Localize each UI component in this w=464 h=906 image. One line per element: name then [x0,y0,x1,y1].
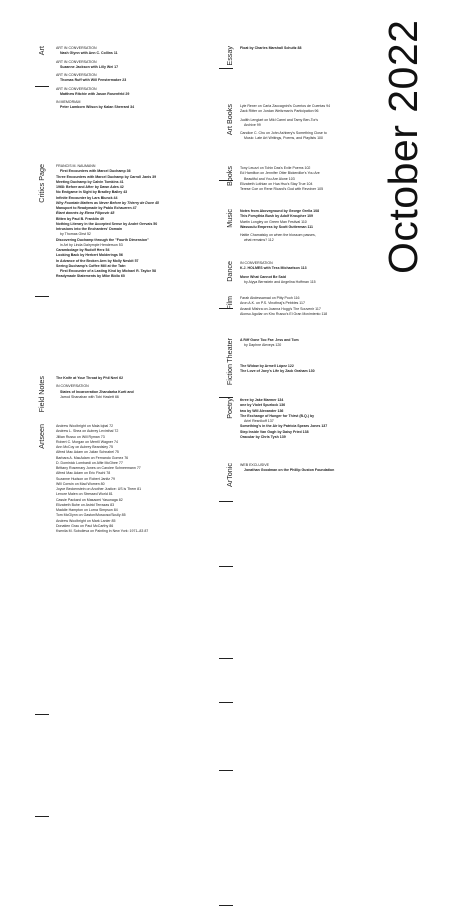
section-dance [225,261,378,285]
list-item: Jillian Russo on Will Ryman 73 [56,434,105,439]
list-item: Intrusions into the Enchanters' Domain [56,227,123,231]
list-item: The Love of Joey's Life by Zack Graham 130 [240,369,315,374]
list-item: WEB EXCLUSIVE [240,463,269,467]
list-item: Andrew Woolbright on Mark Lanier 85 [56,518,116,523]
section-label: Art Books [225,104,234,136]
list-item: Maddie Hampton on Lorna Simpson 84 [56,508,118,512]
list-item: Donatien Grau on Paul McCarthy 86 [56,523,114,528]
section-label: Fiction [225,364,234,386]
list-item: Cassie Packard on Masaomi Yasunaga 82 [56,497,123,502]
list-item: Jarrod Shanahan with Tobi Haslett 66 [60,394,119,399]
section-film [225,296,378,317]
list-item: ART IN CONVERSATION [56,73,97,77]
list-item: Suzanne Hudson on Robert Janitz 79 [56,476,115,481]
list-item: Thomas Ruff with Will Fenstermaker 23 [60,78,127,83]
list-item: Alonso Aguilar on Kiro Russo's El Gran Movimiento 118 [240,311,328,316]
section-divider [219,566,233,567]
list-item: This Forsythia Bush by Adolf Kroupher 109 [240,214,313,219]
list-item: Anandi Mishra on Joanna Hogg's The Souvenir 117 [240,306,321,311]
section-label: Essay [225,46,234,66]
list-item: Andrew Woolbright on Mala Iqbal 72 [56,424,114,428]
section-label: Field Notes [37,376,46,413]
section-theater [225,338,378,363]
list-item: Étant donnés by Elena Filipovic 48 [56,211,115,216]
section-entries [240,338,378,349]
section-divider [35,816,49,817]
list-item: by Daphne Alexeys 120 [244,343,282,348]
list-item: ART IN CONVERSATION [56,59,97,64]
section-entries [56,424,211,534]
list-item: Looking Back by Herbert Molderings 56 [56,253,123,258]
list-item: in Art by Linda Dalrymple Henderson 53 [60,242,123,247]
list-item: A Riff Gone Too Far: Jess and Tom [240,338,299,342]
list-item: FRANCIS M. NAUMANN [56,164,96,168]
list-item: Lyle Rexer on Carla Zaccagnini's Cuentos de Cuentas 94 [240,104,331,108]
section-label: ArTonic [225,463,234,487]
list-item: States of Incarceration Zhandarka Kurti and [60,389,134,394]
list-item: ART IN CONVERSATION [56,86,97,91]
list-item: Float by Charles Marshall Schultz 88 [240,46,302,50]
list-item: Notes from Aboveground by George Grella 108 [240,209,320,213]
section-label: Books [225,166,234,186]
list-item: The Knife at Your Throat by Phil Neel 62 [56,376,124,380]
list-item: Bitten by Paul B. Franklin 49 [56,216,104,221]
list-item: Farah Abdessamad on Pitty Pooh 116 [240,296,300,300]
list-item: by Aiyya Bernstein and Angelina Hoffman 115 [244,279,316,284]
section-entries [240,209,378,244]
list-item: The Widow by Armell López 122 [240,364,294,368]
issue-title: October 2022 [380,19,426,274]
section-entries [240,398,378,440]
issue-title-area [380,19,426,544]
list-item: Aron A.K. on P.S. Vinothraj's Pebbles 117 [240,301,305,306]
list-item: K.J. HOLMES with Tess Michaelson 113 [240,266,307,271]
section-art-books [225,104,378,142]
section-label: Artseen [37,424,46,449]
section-music [225,209,378,244]
list-item: Manuport to Readymade by Pablo Echaurren 47 [56,206,137,210]
section-entries [240,296,378,317]
section-divider [35,714,49,715]
list-item: First Encounters with Marcel Duchamp 36 [60,169,131,174]
list-item: Something's in the Air by Patricia Spears Jones 137 [240,424,328,429]
list-item: Kseniia M. Sobolieva on Painting in New York: 1971–83 87 [56,529,149,533]
section-entries [56,46,211,111]
section-field-notes [37,376,211,413]
list-item: three by Jake Marmer 134 [240,398,284,402]
list-item: Wassoulu Empress by Scott Gutterman 111 [240,224,313,229]
list-item: Hattie Chamatsky on when the blossom passes, [240,233,316,237]
section-entries [240,46,378,51]
list-item: In Advance of the Broken Arm by Molly Nesbit 57 [56,258,139,263]
section-label: Critics Page [37,164,46,203]
section-artseen [37,424,211,534]
section-divider [35,296,49,297]
list-item: Joyce Beckenstein on Another Justice: US is Them 81 [56,487,142,491]
list-item: IN CONVERSATION [56,384,89,389]
section-entries [56,164,211,280]
section-divider [219,501,233,502]
section-art [37,46,211,111]
list-item: Music: Late Art Writings, Poems, and Playlists 100 [244,136,323,141]
list-item: Zack Ritter on Jordan Weitzman's Participation 96 [240,109,319,114]
section-critics-page [37,164,211,280]
list-item: Brittany Rosemary Jones on Carolee Schneemann 77 [56,466,141,470]
section-entries [240,463,378,474]
list-item: Will Corwin on Mad Women 80 [56,481,105,486]
list-item: Alfred Mac Adam on Julian Schnabel 75 [56,450,119,455]
section-label: Poetry [225,398,234,419]
list-item: Lenore Malen on Stressed World 81 [56,492,113,497]
list-item: Archive 99 [244,122,261,127]
section-poetry [225,398,378,440]
section-entries [240,364,378,375]
section-entries [56,376,211,400]
list-item: Nothing Literary in the Accepted Sense by André Gervais 50 [56,221,158,226]
list-item: Meeting Duchamp by Calvin Tomkins 41 [56,179,124,184]
list-item: Robert C. Morgan on Merrill Wagner 74 [56,439,118,444]
section-label: Music [225,209,234,228]
list-item: ART IN CONVERSATION [56,46,97,50]
list-item: Three Encounters with Marcel Duchamp by Carroll Janis 39 [56,174,157,179]
list-item: Why Fountain Matters as Never Before by Thierry de Duve 45 [56,200,159,205]
list-item: Infinite Encounter by Lars Blunck 44 [56,195,118,200]
list-item: Suzanne Jackson with Lilly Wei 17 [60,64,119,69]
list-item: Beautiful and You Are Alone 103 [244,176,295,181]
list-item: Oracular by Chris Tysh 139 [240,434,286,439]
list-item: Tom McGlynn on Gaston/Moscoso/Scully 85 [56,513,126,518]
section-label: Theater [225,338,234,363]
section-entries [240,166,378,192]
section-divider [219,658,233,659]
section-label: Art [37,46,46,56]
section-divider [219,702,233,703]
list-item: Peter Lamborn Wilson by Kalan Sherrard 34 [60,105,135,110]
section-divider [219,68,233,69]
list-item: Jonathan Goodman on the Phillip Guston Foundation [244,468,335,473]
section-label: Dance [225,261,234,282]
list-item: The Exchange of Hunger for Thirst (B.Q.) by [240,413,315,418]
section-entries [240,261,378,285]
section-entries [240,104,378,142]
list-item: Elizabeth Lothian on Hua Hsu's Stay True 104 [240,181,313,186]
list-item: Readymade Statements by Mike Bidlo 60 [56,274,125,279]
list-item: IN MEMORIAM [56,100,81,104]
list-item: one by Violet Spurlock 136 [240,403,286,408]
list-item: Carambolage by Rudolf Herz 54 [56,248,110,252]
list-item: Discovering Duchamp through the "Fourth Dimension" [56,237,149,242]
section-divider [219,770,233,771]
section-essay [225,46,378,66]
list-item: Tony Leuzzi on Tohin Das's Exile Poems 102 [240,166,311,170]
list-item: D. Dominick Lombardi on Alfie McGhee 77 [56,460,123,465]
list-item: Move What Cannot Be Said [240,274,286,279]
list-item: two by Will Alexander 136 [240,408,284,413]
section-fiction [225,364,378,386]
list-item: 1968: Before and After by Dawn Ades 42 [56,185,124,189]
list-item: Step Inside Van Gogh by Daisy Fried 138 [240,429,309,434]
list-item: by Thomas Girst 52 [60,232,91,237]
list-item: what remains? 112 [244,238,274,243]
list-item: Seeing Duchamp's Coffee Mill at the Tate: [56,263,127,268]
list-item: Candice C. Chu on John Ashbery's Something Close to [240,131,327,135]
section-books [225,166,378,192]
list-item: Elizabeth Buhe on Astrid Terrazas 83 [56,502,115,507]
section-divider [35,86,49,87]
list-item: Judith Lengiart on Mikl Carmi and Tamy Ben-Tor's [240,117,319,122]
list-item: Nash Glynn with Ann C. Collins 11 [60,51,118,56]
list-item: First Encounter of a Lasting Kind by Michael R. Taylor 58 [60,269,156,273]
list-item: No Endgame in Sight by Bradley Bailey 43 [56,190,128,195]
section-artonic [225,463,378,487]
list-item: Barbara A. MacAdam on Fernando Gomez 76 [56,455,129,460]
list-item: IN CONVERSATION [240,261,273,265]
list-item: Ed Hamilton on Jennifer Otter Bickerdike's You Are [240,171,320,176]
list-item: Andrew L. Shea on Aubrey Levinthal 72 [56,429,119,434]
list-item: Alfred Mac Adam on Eric Fischl 78 [56,471,111,476]
list-item: Martin Longley on Green Man Festival 110 [240,219,307,224]
section-label: Film [225,296,234,310]
list-item: Matthew Ritchie with Jason Rosenfeld 29 [60,91,130,96]
list-item: Terese Coe on Rene Ricard's God with Revolver 105 [240,187,324,191]
list-item: Ariel Resnikoff 137 [244,419,274,423]
list-item: Ann McCoy on Aubrey Beardsley 75 [56,445,113,449]
